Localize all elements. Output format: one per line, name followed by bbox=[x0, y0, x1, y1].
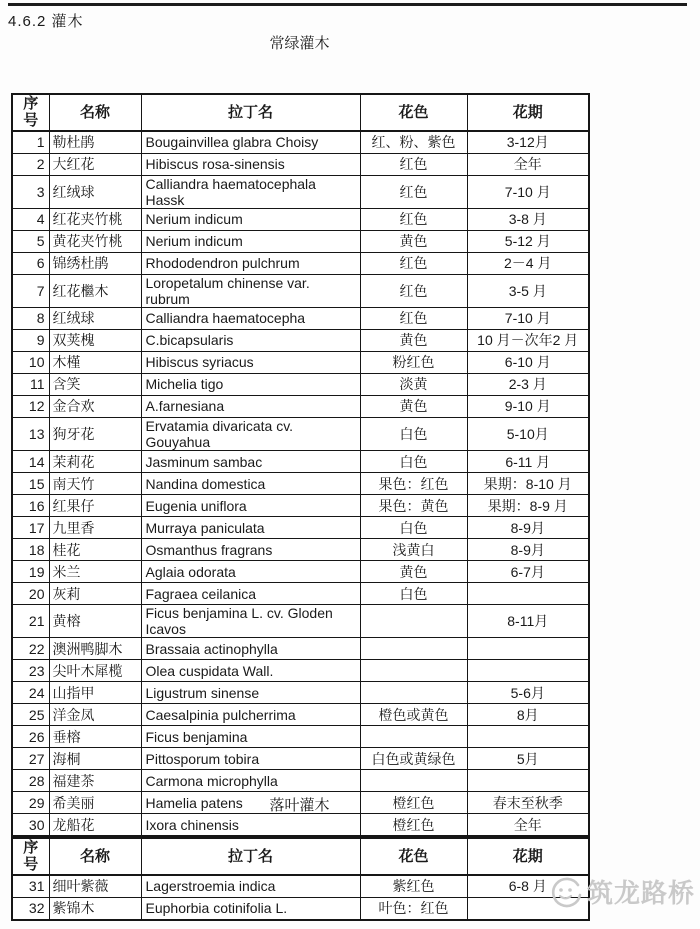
flower-period-cell: 2-3 月 bbox=[467, 373, 589, 395]
flower-period-cell bbox=[467, 897, 589, 920]
latin-name-cell: Murraya paniculata bbox=[141, 517, 360, 539]
index-cell: 32 bbox=[12, 897, 49, 920]
latin-name-cell: Ficus benjamina L. cv. Gloden Icavos bbox=[141, 605, 360, 638]
latin-name-cell: Fagraea ceilanica bbox=[141, 583, 360, 605]
flower-color-cell bbox=[360, 726, 467, 748]
name-cell: 双荚槐 bbox=[49, 329, 141, 351]
header-row bbox=[12, 94, 589, 131]
name-cell: 红绒球 bbox=[49, 175, 141, 208]
latin-name-cell: Ficus benjamina bbox=[141, 726, 360, 748]
flower-period-cell bbox=[467, 638, 589, 660]
evergreen-table-title: 常绿灌木 bbox=[269, 35, 330, 52]
flower-color-cell: 红色 bbox=[360, 153, 467, 175]
table-row bbox=[12, 583, 589, 605]
table-row bbox=[12, 875, 589, 898]
flower-period-cell bbox=[467, 770, 589, 792]
flower-color-cell: 果色：黄色 bbox=[360, 495, 467, 517]
flower-color-cell: 果色：红色 bbox=[360, 473, 467, 495]
table-row bbox=[12, 748, 589, 770]
flower-color-cell: 红色 bbox=[360, 307, 467, 329]
name-cell: 山指甲 bbox=[49, 682, 141, 704]
latin-name-cell: Aglaia odorata bbox=[141, 561, 360, 583]
table-row bbox=[12, 175, 589, 208]
table-row bbox=[12, 638, 589, 660]
flower-color-cell bbox=[360, 605, 467, 638]
index-cell: 2 bbox=[12, 153, 49, 175]
deciduous-shrub-table bbox=[11, 837, 590, 921]
latin-name-cell: Calliandra haematocephala Hassk bbox=[141, 175, 360, 208]
column-header: 花期 bbox=[467, 94, 589, 131]
flower-period-cell: 5月 bbox=[467, 748, 589, 770]
column-header: 序号 bbox=[12, 838, 49, 875]
index-cell: 24 bbox=[12, 682, 49, 704]
flower-color-cell: 黄色 bbox=[360, 329, 467, 351]
table-row bbox=[12, 605, 589, 638]
table-row bbox=[12, 682, 589, 704]
flower-period-cell: 8-9月 bbox=[467, 517, 589, 539]
flower-color-cell bbox=[360, 770, 467, 792]
flower-color-cell: 红、粉、紫色 bbox=[360, 131, 467, 154]
flower-color-cell: 橙红色 bbox=[360, 814, 467, 837]
column-header: 拉丁名 bbox=[141, 838, 360, 875]
flower-color-cell bbox=[360, 638, 467, 660]
index-cell: 7 bbox=[12, 274, 49, 307]
name-cell: 灰莉 bbox=[49, 583, 141, 605]
flower-period-cell: 8月 bbox=[467, 704, 589, 726]
flower-period-cell bbox=[467, 726, 589, 748]
index-cell: 1 bbox=[12, 131, 49, 154]
flower-color-cell: 白色或黄绿色 bbox=[360, 748, 467, 770]
name-cell: 细叶紫薇 bbox=[49, 875, 141, 898]
table-row bbox=[12, 329, 589, 351]
latin-name-cell: Osmanthus fragrans bbox=[141, 539, 360, 561]
index-cell: 14 bbox=[12, 451, 49, 473]
table-row bbox=[12, 307, 589, 329]
latin-name-cell: Nandina domestica bbox=[141, 473, 360, 495]
table-row bbox=[12, 373, 589, 395]
index-cell: 3 bbox=[12, 175, 49, 208]
flower-period-cell: 6-10 月 bbox=[467, 351, 589, 373]
index-cell: 19 bbox=[12, 561, 49, 583]
name-cell: 希美丽 bbox=[49, 792, 141, 814]
flower-color-cell: 白色 bbox=[360, 517, 467, 539]
index-cell: 21 bbox=[12, 605, 49, 638]
name-cell: 南天竹 bbox=[49, 473, 141, 495]
latin-name-cell: Nerium indicum bbox=[141, 208, 360, 230]
index-cell: 20 bbox=[12, 583, 49, 605]
flower-color-cell: 白色 bbox=[360, 417, 467, 450]
index-cell: 29 bbox=[12, 792, 49, 814]
flower-color-cell: 白色 bbox=[360, 583, 467, 605]
table-row bbox=[12, 451, 589, 473]
flower-period-cell: 2－4 月 bbox=[467, 252, 589, 274]
deciduous-table-header bbox=[12, 838, 589, 875]
table-row bbox=[12, 252, 589, 274]
latin-name-cell: Olea cuspidata Wall. bbox=[141, 660, 360, 682]
column-header: 花色 bbox=[360, 94, 467, 131]
index-cell: 31 bbox=[12, 875, 49, 898]
flower-color-cell: 黄色 bbox=[360, 561, 467, 583]
evergreen-shrub-table bbox=[11, 93, 590, 837]
name-cell: 红花檵木 bbox=[49, 274, 141, 307]
flower-period-cell: 3-5 月 bbox=[467, 274, 589, 307]
index-cell: 23 bbox=[12, 660, 49, 682]
name-cell: 红花夹竹桃 bbox=[49, 208, 141, 230]
latin-name-cell: Hibiscus rosa-sinensis bbox=[141, 153, 360, 175]
name-cell: 紫锦木 bbox=[49, 897, 141, 920]
flower-period-cell: 7-10 月 bbox=[467, 307, 589, 329]
latin-name-cell: C.bicapsularis bbox=[141, 329, 360, 351]
flower-period-cell: 7-10 月 bbox=[467, 175, 589, 208]
index-cell: 30 bbox=[12, 814, 49, 837]
table-row bbox=[12, 561, 589, 583]
name-cell: 澳洲鸭脚木 bbox=[49, 638, 141, 660]
index-cell: 16 bbox=[12, 495, 49, 517]
index-cell: 15 bbox=[12, 473, 49, 495]
index-cell: 6 bbox=[12, 252, 49, 274]
name-cell: 红绒球 bbox=[49, 307, 141, 329]
latin-name-cell: Hibiscus syriacus bbox=[141, 351, 360, 373]
table-row bbox=[12, 660, 589, 682]
table-row bbox=[12, 417, 589, 450]
name-cell: 福建茶 bbox=[49, 770, 141, 792]
index-cell: 11 bbox=[12, 373, 49, 395]
index-cell: 28 bbox=[12, 770, 49, 792]
latin-name-cell: Carmona microphylla bbox=[141, 770, 360, 792]
index-cell: 22 bbox=[12, 638, 49, 660]
table-row bbox=[12, 153, 589, 175]
section-heading: 4.6.2 灌木 bbox=[8, 13, 84, 30]
latin-name-cell: Bougainvillea glabra Choisy bbox=[141, 131, 360, 154]
latin-name-cell: Rhododendron pulchrum bbox=[141, 252, 360, 274]
latin-name-cell: Calliandra haematocepha bbox=[141, 307, 360, 329]
name-cell: 勒杜鹃 bbox=[49, 131, 141, 154]
latin-name-cell: Loropetalum chinense var. rubrum bbox=[141, 274, 360, 307]
name-cell: 洋金凤 bbox=[49, 704, 141, 726]
column-header: 名称 bbox=[49, 94, 141, 131]
flower-period-cell bbox=[467, 660, 589, 682]
latin-name-cell: Lagerstroemia indica bbox=[141, 875, 360, 898]
table-row bbox=[12, 131, 589, 154]
latin-name-cell: Pittosporum tobira bbox=[141, 748, 360, 770]
flower-period-cell: 9-10 月 bbox=[467, 395, 589, 417]
index-cell: 5 bbox=[12, 230, 49, 252]
table-row bbox=[12, 539, 589, 561]
column-header: 花色 bbox=[360, 838, 467, 875]
column-header: 花期 bbox=[467, 838, 589, 875]
flower-color-cell: 叶色：红色 bbox=[360, 897, 467, 920]
table-row bbox=[12, 230, 589, 252]
name-cell: 黄榕 bbox=[49, 605, 141, 638]
name-cell: 垂榕 bbox=[49, 726, 141, 748]
flower-color-cell bbox=[360, 660, 467, 682]
index-cell: 4 bbox=[12, 208, 49, 230]
top-rule-divider bbox=[8, 3, 687, 6]
latin-name-cell: Hamelia patens bbox=[141, 792, 360, 814]
flower-period-cell: 6-8 月 bbox=[467, 875, 589, 898]
name-cell: 桂花 bbox=[49, 539, 141, 561]
flower-color-cell: 紫红色 bbox=[360, 875, 467, 898]
watermark-text: 筑龙路桥 bbox=[587, 878, 696, 908]
flower-period-cell: 全年 bbox=[467, 153, 589, 175]
flower-color-cell: 黄色 bbox=[360, 395, 467, 417]
latin-name-cell: Caesalpinia pulcherrima bbox=[141, 704, 360, 726]
name-cell: 龙船花 bbox=[49, 814, 141, 837]
column-header: 拉丁名 bbox=[141, 94, 360, 131]
index-cell: 27 bbox=[12, 748, 49, 770]
latin-name-cell: Ligustrum sinense bbox=[141, 682, 360, 704]
name-cell: 木槿 bbox=[49, 351, 141, 373]
flower-color-cell: 粉红色 bbox=[360, 351, 467, 373]
flower-period-cell: 春末至秋季 bbox=[467, 792, 589, 814]
index-cell: 8 bbox=[12, 307, 49, 329]
flower-period-cell: 6-11 月 bbox=[467, 451, 589, 473]
latin-name-cell: Eugenia uniflora bbox=[141, 495, 360, 517]
latin-name-cell: Ixora chinensis bbox=[141, 814, 360, 837]
flower-period-cell bbox=[467, 583, 589, 605]
evergreen-table-header bbox=[12, 94, 589, 131]
flower-color-cell bbox=[360, 682, 467, 704]
flower-period-cell: 果期：8-10 月 bbox=[467, 473, 589, 495]
deciduous-table-body bbox=[12, 875, 589, 920]
table-row bbox=[12, 495, 589, 517]
table-row bbox=[12, 517, 589, 539]
flower-color-cell: 红色 bbox=[360, 208, 467, 230]
name-cell: 锦绣杜鹃 bbox=[49, 252, 141, 274]
index-cell: 17 bbox=[12, 517, 49, 539]
table-row bbox=[12, 897, 589, 920]
name-cell: 大红花 bbox=[49, 153, 141, 175]
name-cell: 红果仔 bbox=[49, 495, 141, 517]
table-row bbox=[12, 770, 589, 792]
header-row bbox=[12, 838, 589, 875]
index-cell: 9 bbox=[12, 329, 49, 351]
index-cell: 25 bbox=[12, 704, 49, 726]
flower-color-cell: 白色 bbox=[360, 451, 467, 473]
latin-name-cell: Nerium indicum bbox=[141, 230, 360, 252]
flower-color-cell: 橙红色 bbox=[360, 792, 467, 814]
flower-color-cell: 淡黄 bbox=[360, 373, 467, 395]
table-row bbox=[12, 814, 589, 837]
name-cell: 黄花夹竹桃 bbox=[49, 230, 141, 252]
name-cell: 狗牙花 bbox=[49, 417, 141, 450]
column-header: 序号 bbox=[12, 94, 49, 131]
name-cell: 九里香 bbox=[49, 517, 141, 539]
flower-period-cell: 5-12 月 bbox=[467, 230, 589, 252]
index-cell: 18 bbox=[12, 539, 49, 561]
latin-name-cell: Michelia tigo bbox=[141, 373, 360, 395]
flower-period-cell: 果期：8-9 月 bbox=[467, 495, 589, 517]
flower-period-cell: 全年 bbox=[467, 814, 589, 837]
latin-name-cell: Brassaia actinophylla bbox=[141, 638, 360, 660]
flower-color-cell: 黄色 bbox=[360, 230, 467, 252]
table-row bbox=[12, 395, 589, 417]
table-row bbox=[12, 473, 589, 495]
latin-name-cell: Euphorbia cotinifolia L. bbox=[141, 897, 360, 920]
index-cell: 12 bbox=[12, 395, 49, 417]
flower-color-cell: 橙色或黄色 bbox=[360, 704, 467, 726]
index-cell: 10 bbox=[12, 351, 49, 373]
name-cell: 米兰 bbox=[49, 561, 141, 583]
table-row bbox=[12, 726, 589, 748]
table-row bbox=[12, 704, 589, 726]
deciduous-table-title: 落叶灌木 bbox=[269, 797, 330, 814]
name-cell: 茉莉花 bbox=[49, 451, 141, 473]
table-row bbox=[12, 274, 589, 307]
flower-period-cell: 10 月－次年2 月 bbox=[467, 329, 589, 351]
flower-period-cell: 5-10月 bbox=[467, 417, 589, 450]
name-cell: 尖叶木犀榄 bbox=[49, 660, 141, 682]
flower-color-cell: 红色 bbox=[360, 252, 467, 274]
flower-color-cell: 红色 bbox=[360, 175, 467, 208]
flower-period-cell: 3-12月 bbox=[467, 131, 589, 154]
flower-period-cell: 6-7月 bbox=[467, 561, 589, 583]
flower-period-cell: 8-9月 bbox=[467, 539, 589, 561]
index-cell: 13 bbox=[12, 417, 49, 450]
table-row bbox=[12, 351, 589, 373]
evergreen-table-body bbox=[12, 131, 589, 837]
flower-period-cell: 3-8 月 bbox=[467, 208, 589, 230]
flower-period-cell: 8-11月 bbox=[467, 605, 589, 638]
column-header: 名称 bbox=[49, 838, 141, 875]
index-cell: 26 bbox=[12, 726, 49, 748]
flower-color-cell: 浅黄白 bbox=[360, 539, 467, 561]
name-cell: 海桐 bbox=[49, 748, 141, 770]
flower-period-cell: 5-6月 bbox=[467, 682, 589, 704]
name-cell: 金合欢 bbox=[49, 395, 141, 417]
table-row bbox=[12, 208, 589, 230]
latin-name-cell: Ervatamia divaricata cv. Gouyahua bbox=[141, 417, 360, 450]
latin-name-cell: Jasminum sambac bbox=[141, 451, 360, 473]
name-cell: 含笑 bbox=[49, 373, 141, 395]
flower-color-cell: 红色 bbox=[360, 274, 467, 307]
latin-name-cell: A.farnesiana bbox=[141, 395, 360, 417]
